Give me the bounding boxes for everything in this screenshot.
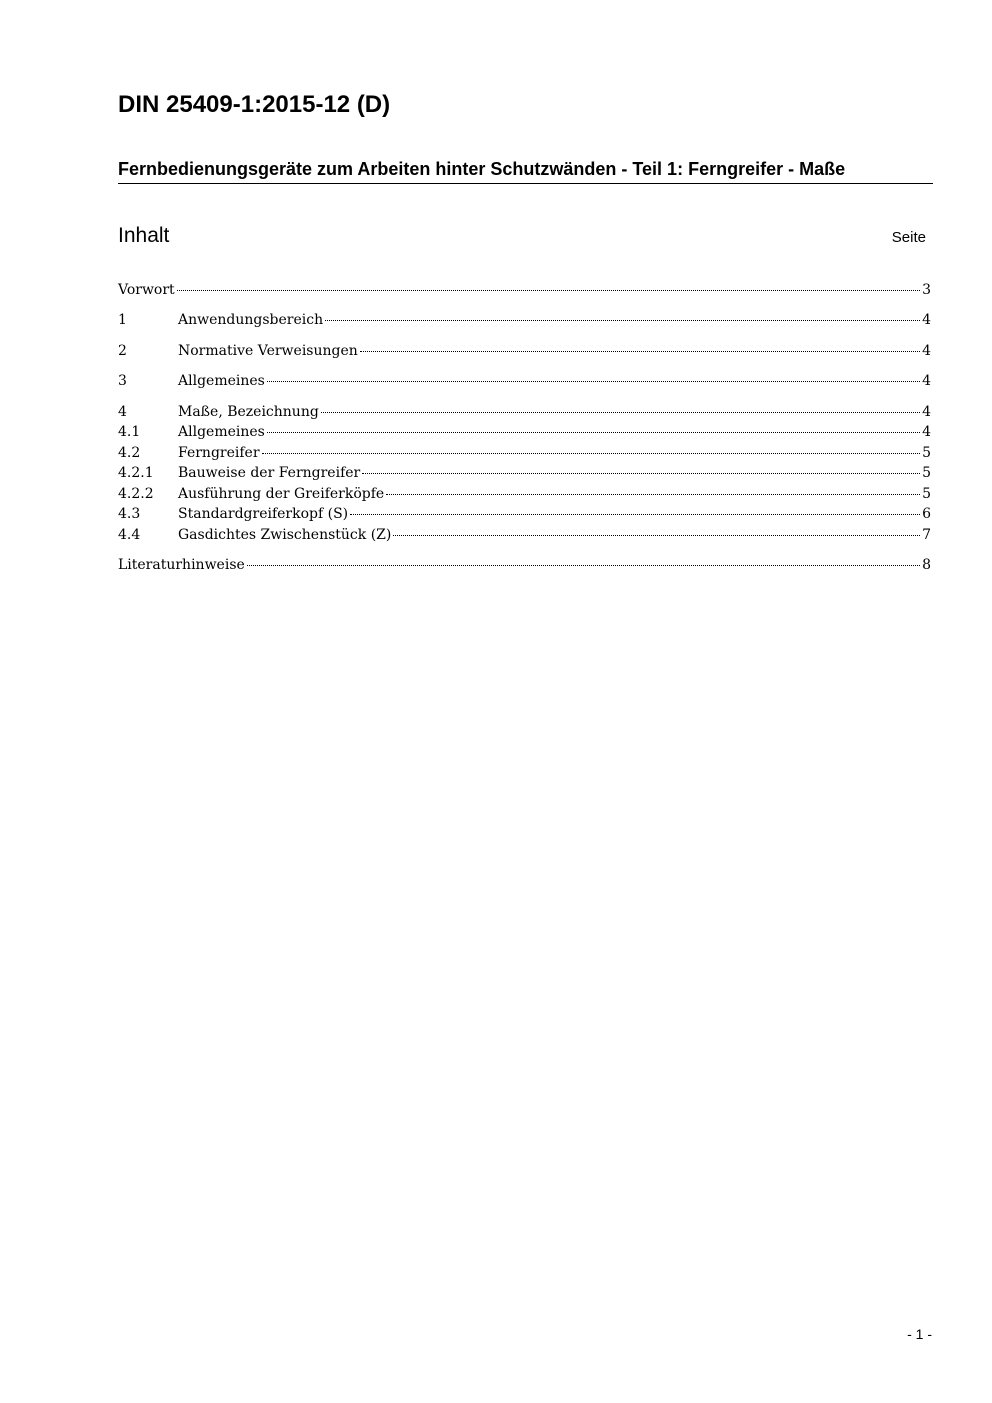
toc-leader-dots xyxy=(325,320,920,321)
toc-entry-page: 5 xyxy=(922,445,931,461)
toc-entry-title: Gasdichtes Zwischenstück (Z) xyxy=(178,527,392,543)
toc-entry-number: 1 xyxy=(118,312,127,328)
toc-entry-page: 6 xyxy=(922,506,931,522)
toc-entry-number: 4.2 xyxy=(118,445,141,461)
toc-entry-title: Allgemeines xyxy=(178,373,265,389)
toc-entry-number: 2 xyxy=(118,343,127,359)
toc-entry-page: 4 xyxy=(922,312,931,328)
page-number: - 1 - xyxy=(907,1326,932,1342)
toc-entry-page: 3 xyxy=(922,282,931,298)
toc-entry-title: Bauweise der Ferngreifer xyxy=(178,465,361,481)
toc-entry-number: 4 xyxy=(118,404,127,420)
toc-leader-dots xyxy=(362,473,920,474)
toc-entry-4[interactable] xyxy=(118,402,931,422)
toc-entry-page: 4 xyxy=(922,404,931,420)
document-subtitle: Fernbedienungsgeräte zum Arbeiten hinter Schutzwänden - Teil 1: Ferngreifer - Maße xyxy=(118,158,933,184)
toc-entry-4-3[interactable] xyxy=(118,504,931,524)
toc-entry-4-4[interactable] xyxy=(118,525,931,545)
toc-leader-dots xyxy=(386,494,920,495)
toc-entry-vorwort[interactable] xyxy=(118,280,931,300)
toc-entry-4-2[interactable] xyxy=(118,443,931,463)
toc-entry-page: 8 xyxy=(922,557,931,573)
toc-entry-title: Literaturhinweise xyxy=(118,557,245,573)
toc-entry-2[interactable] xyxy=(118,341,931,361)
toc-entry-title: Allgemeines xyxy=(178,424,265,440)
toc-leader-dots xyxy=(267,432,920,433)
toc-entry-title: Normative Verweisungen xyxy=(178,343,358,359)
toc-entry-literaturhinweise[interactable] xyxy=(118,555,931,575)
toc-leader-dots xyxy=(360,351,920,352)
toc-entry-number: 4.2.2 xyxy=(118,486,154,502)
toc-entry-title: Anwendungsbereich xyxy=(178,312,324,328)
toc-entry-page: 4 xyxy=(922,424,931,440)
toc-entry-4-1[interactable] xyxy=(118,422,931,442)
toc-entry-page: 5 xyxy=(922,486,931,502)
toc-entry-4-2-1[interactable] xyxy=(118,463,931,483)
toc-entry-page: 4 xyxy=(922,343,931,359)
toc-entry-number: 3 xyxy=(118,373,127,389)
toc-leader-dots xyxy=(262,453,921,454)
toc-leader-dots xyxy=(247,565,920,566)
toc-entry-title: Ferngreifer xyxy=(178,445,260,461)
toc-leader-dots xyxy=(177,290,920,291)
document-title: DIN 25409-1:2015-12 (D) xyxy=(118,91,391,118)
toc-entry-title: Ausführung der Greiferköpfe xyxy=(178,486,385,502)
toc-leader-dots xyxy=(350,514,920,515)
toc-entry-page: 4 xyxy=(922,373,931,389)
toc-entry-number: 4.3 xyxy=(118,506,141,522)
toc-entry-1[interactable] xyxy=(118,310,931,330)
toc-entry-title: Standardgreiferkopf (S) xyxy=(178,506,349,522)
toc-entry-title: Maße, Bezeichnung xyxy=(178,404,319,420)
toc-leader-dots xyxy=(267,381,920,382)
toc-entry-page: 7 xyxy=(922,527,931,543)
toc-entry-3[interactable] xyxy=(118,371,931,391)
toc-entry-number: 4.1 xyxy=(118,424,141,440)
toc-leader-dots xyxy=(393,535,920,536)
toc-entry-title: Vorwort xyxy=(118,282,175,298)
toc-heading: Inhalt xyxy=(118,224,170,247)
toc-entry-4-2-2[interactable] xyxy=(118,484,931,504)
toc-entry-number: 4.4 xyxy=(118,527,141,543)
toc-entry-number: 4.2.1 xyxy=(118,465,154,481)
toc-entry-page: 5 xyxy=(922,465,931,481)
toc-page-column-label: Seite xyxy=(891,229,926,246)
toc-leader-dots xyxy=(321,412,920,413)
